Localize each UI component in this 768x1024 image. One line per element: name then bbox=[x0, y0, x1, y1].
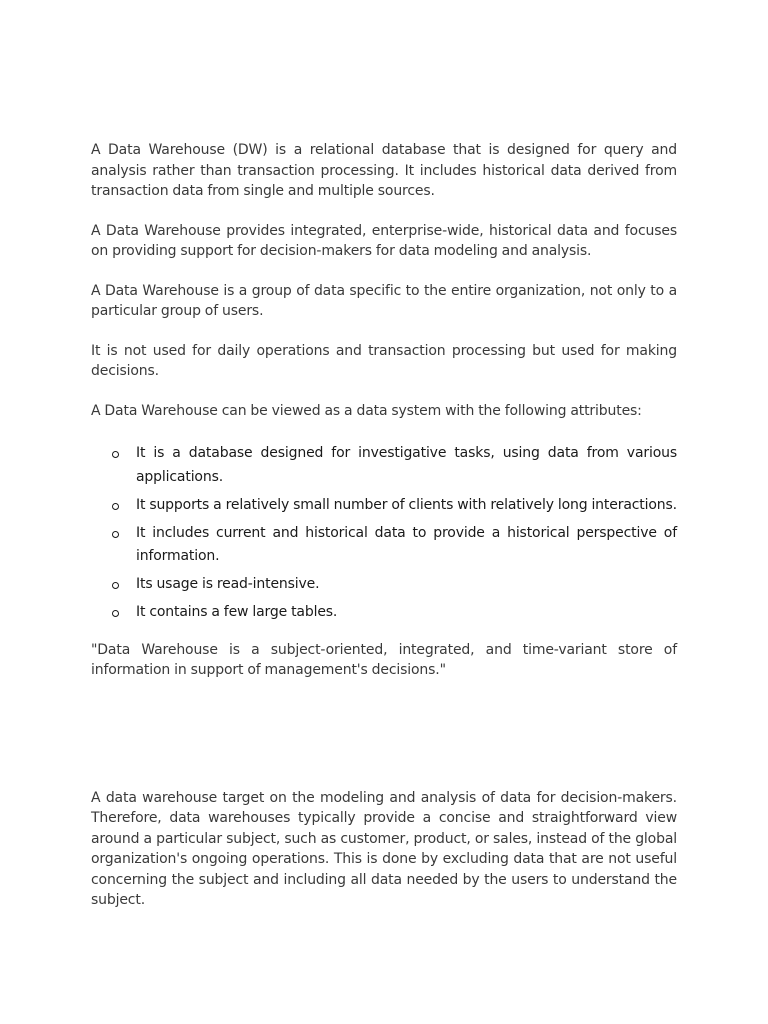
paragraph-definition: A Data Warehouse (DW) is a relational database that is designed for query and analysis rather than transaction processing. It includes historical data derived from transaction data from single and multiple sources. bbox=[91, 142, 677, 199]
attributes-list bbox=[91, 442, 677, 625]
quote-definition: "Data Warehouse is a subject-oriented, integrated, and time-variant store of information in support of management's decisions." bbox=[91, 641, 677, 678]
list-item bbox=[91, 522, 677, 569]
paragraph-decisions: It is not used for daily operations and transaction processing but used for making decisions. bbox=[91, 342, 677, 379]
list-item bbox=[91, 601, 677, 625]
list-item bbox=[91, 442, 677, 489]
list-item bbox=[91, 573, 677, 597]
circle-bullet-icon bbox=[112, 582, 119, 589]
paragraph-organization: A Data Warehouse is a group of data specific to the entire organization, not only to a particular group of users. bbox=[91, 282, 677, 319]
circle-bullet-icon bbox=[112, 610, 119, 617]
document-page bbox=[91, 140, 677, 911]
circle-bullet-icon bbox=[112, 503, 119, 510]
list-item-text: It is a database designed for investigative tasks, using data from various applications. bbox=[136, 445, 677, 485]
list-item bbox=[91, 494, 677, 518]
list-item-text: It supports a relatively small number of clients with relatively long interactions. bbox=[136, 496, 677, 513]
paragraph-subject-oriented: A data warehouse target on the modeling and analysis of data for decision-makers. Therefore, data warehouses typically provide a concise and straightforward view around a particular subject, such as customer, product, or sales, instead of the global organization's ongoing operations. This is done by excluding data that are not useful concerning the subject and including all data needed by the users to understand the subject. bbox=[91, 789, 677, 908]
paragraph-integrated-data: A Data Warehouse provides integrated, enterprise-wide, historical data and focuses on providing support for decision-makers for data modeling and analysis. bbox=[91, 222, 677, 259]
circle-bullet-icon bbox=[112, 451, 119, 458]
circle-bullet-icon bbox=[112, 531, 119, 538]
list-item-text: It contains a few large tables. bbox=[136, 604, 338, 620]
paragraph-attributes-intro: A Data Warehouse can be viewed as a data system with the following attributes: bbox=[91, 402, 642, 419]
list-item-text: It includes current and historical data to provide a historical perspective of information. bbox=[136, 524, 677, 564]
list-item-text: Its usage is read-intensive. bbox=[136, 576, 320, 592]
